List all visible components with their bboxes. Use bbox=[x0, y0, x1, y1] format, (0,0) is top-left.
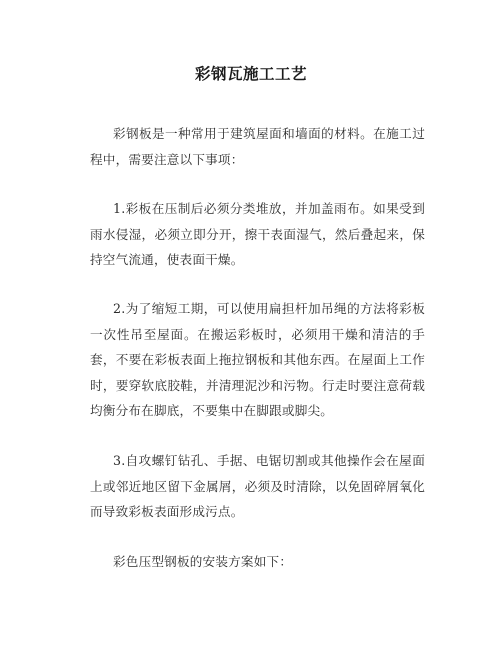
paragraph-item-3: 3.自攻螺钉钻孔、手据、电锯切割或其他操作会在屋面上或邻近地区留下金属屑，必须及时清除，以免固碎屑氧化而导致彩板表面形成污点。 bbox=[90, 453, 425, 519]
paragraph-item-2: 2.为了缩短工期，可以使用扁担杆加吊绳的方法将彩板一次性吊至屋面。在搬运彩板时，必须用干燥和清洁的手套，不要在彩板表面上拖拉钢板和其他东西。在屋面上工作时，要穿软底胶鞋，并清理泥沙和污物。行走时要注意荷载均衡分布在脚底，不要集中在脚跟或脚尖。 bbox=[90, 301, 425, 418]
document-title: 彩钢瓦施工工艺 bbox=[194, 64, 307, 83]
installation-plan-heading: 彩色压型钢板的安装方案如下： bbox=[113, 554, 293, 569]
intro-paragraph: 彩钢板是一种常用于建筑屋面和墙面的材料。在施工过程中，需要注意以下事项： bbox=[90, 126, 425, 167]
paragraph-item-1: 1.彩板在压制后必须分类堆放，并加盖雨布。如果受到雨水侵湿，必须立即分开，擦干表面湿气，然后叠起来，保持空气流通，使表面干燥。 bbox=[90, 201, 425, 267]
